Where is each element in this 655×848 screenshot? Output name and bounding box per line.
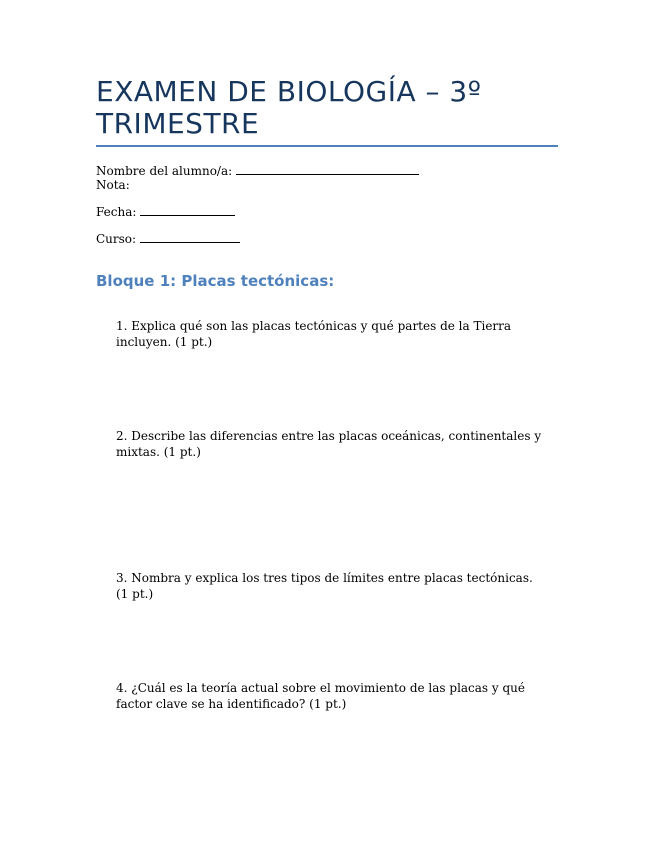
section-heading: Bloque 1: Placas tectónicas: — [96, 272, 335, 290]
grade-label: Nota: — [96, 178, 130, 192]
name-blank[interactable] — [236, 163, 419, 175]
question-3: 3. Nombra y explica los tres tipos de límites entre placas tectónicas. (1 pt.) — [116, 571, 533, 601]
course-field — [96, 231, 240, 247]
course-blank[interactable] — [140, 231, 240, 243]
date-label: Fecha: — [96, 205, 137, 219]
question-4: 4. ¿Cuál es la teoría actual sobre el movimiento de las placas y qué factor clave se ha identificado? (1 pt.) — [116, 681, 526, 711]
question-1: 1. Explica qué son las placas tectónicas y qué partes de la Tierra incluyen. (1 pt.) — [116, 319, 512, 349]
title-rule — [96, 145, 558, 147]
date-field — [96, 204, 235, 220]
name-label: Nombre del alumno/a: — [96, 164, 233, 178]
course-label: Curso: — [96, 232, 137, 246]
date-blank[interactable] — [140, 204, 235, 216]
document-title: EXAMEN DE BIOLOGÍA – 3º TRIMESTRE — [96, 75, 482, 140]
question-2: 2. Describe las diferencias entre las placas oceánicas, continentales y mixtas. (1 pt.) — [116, 429, 542, 459]
name-field — [96, 163, 419, 179]
